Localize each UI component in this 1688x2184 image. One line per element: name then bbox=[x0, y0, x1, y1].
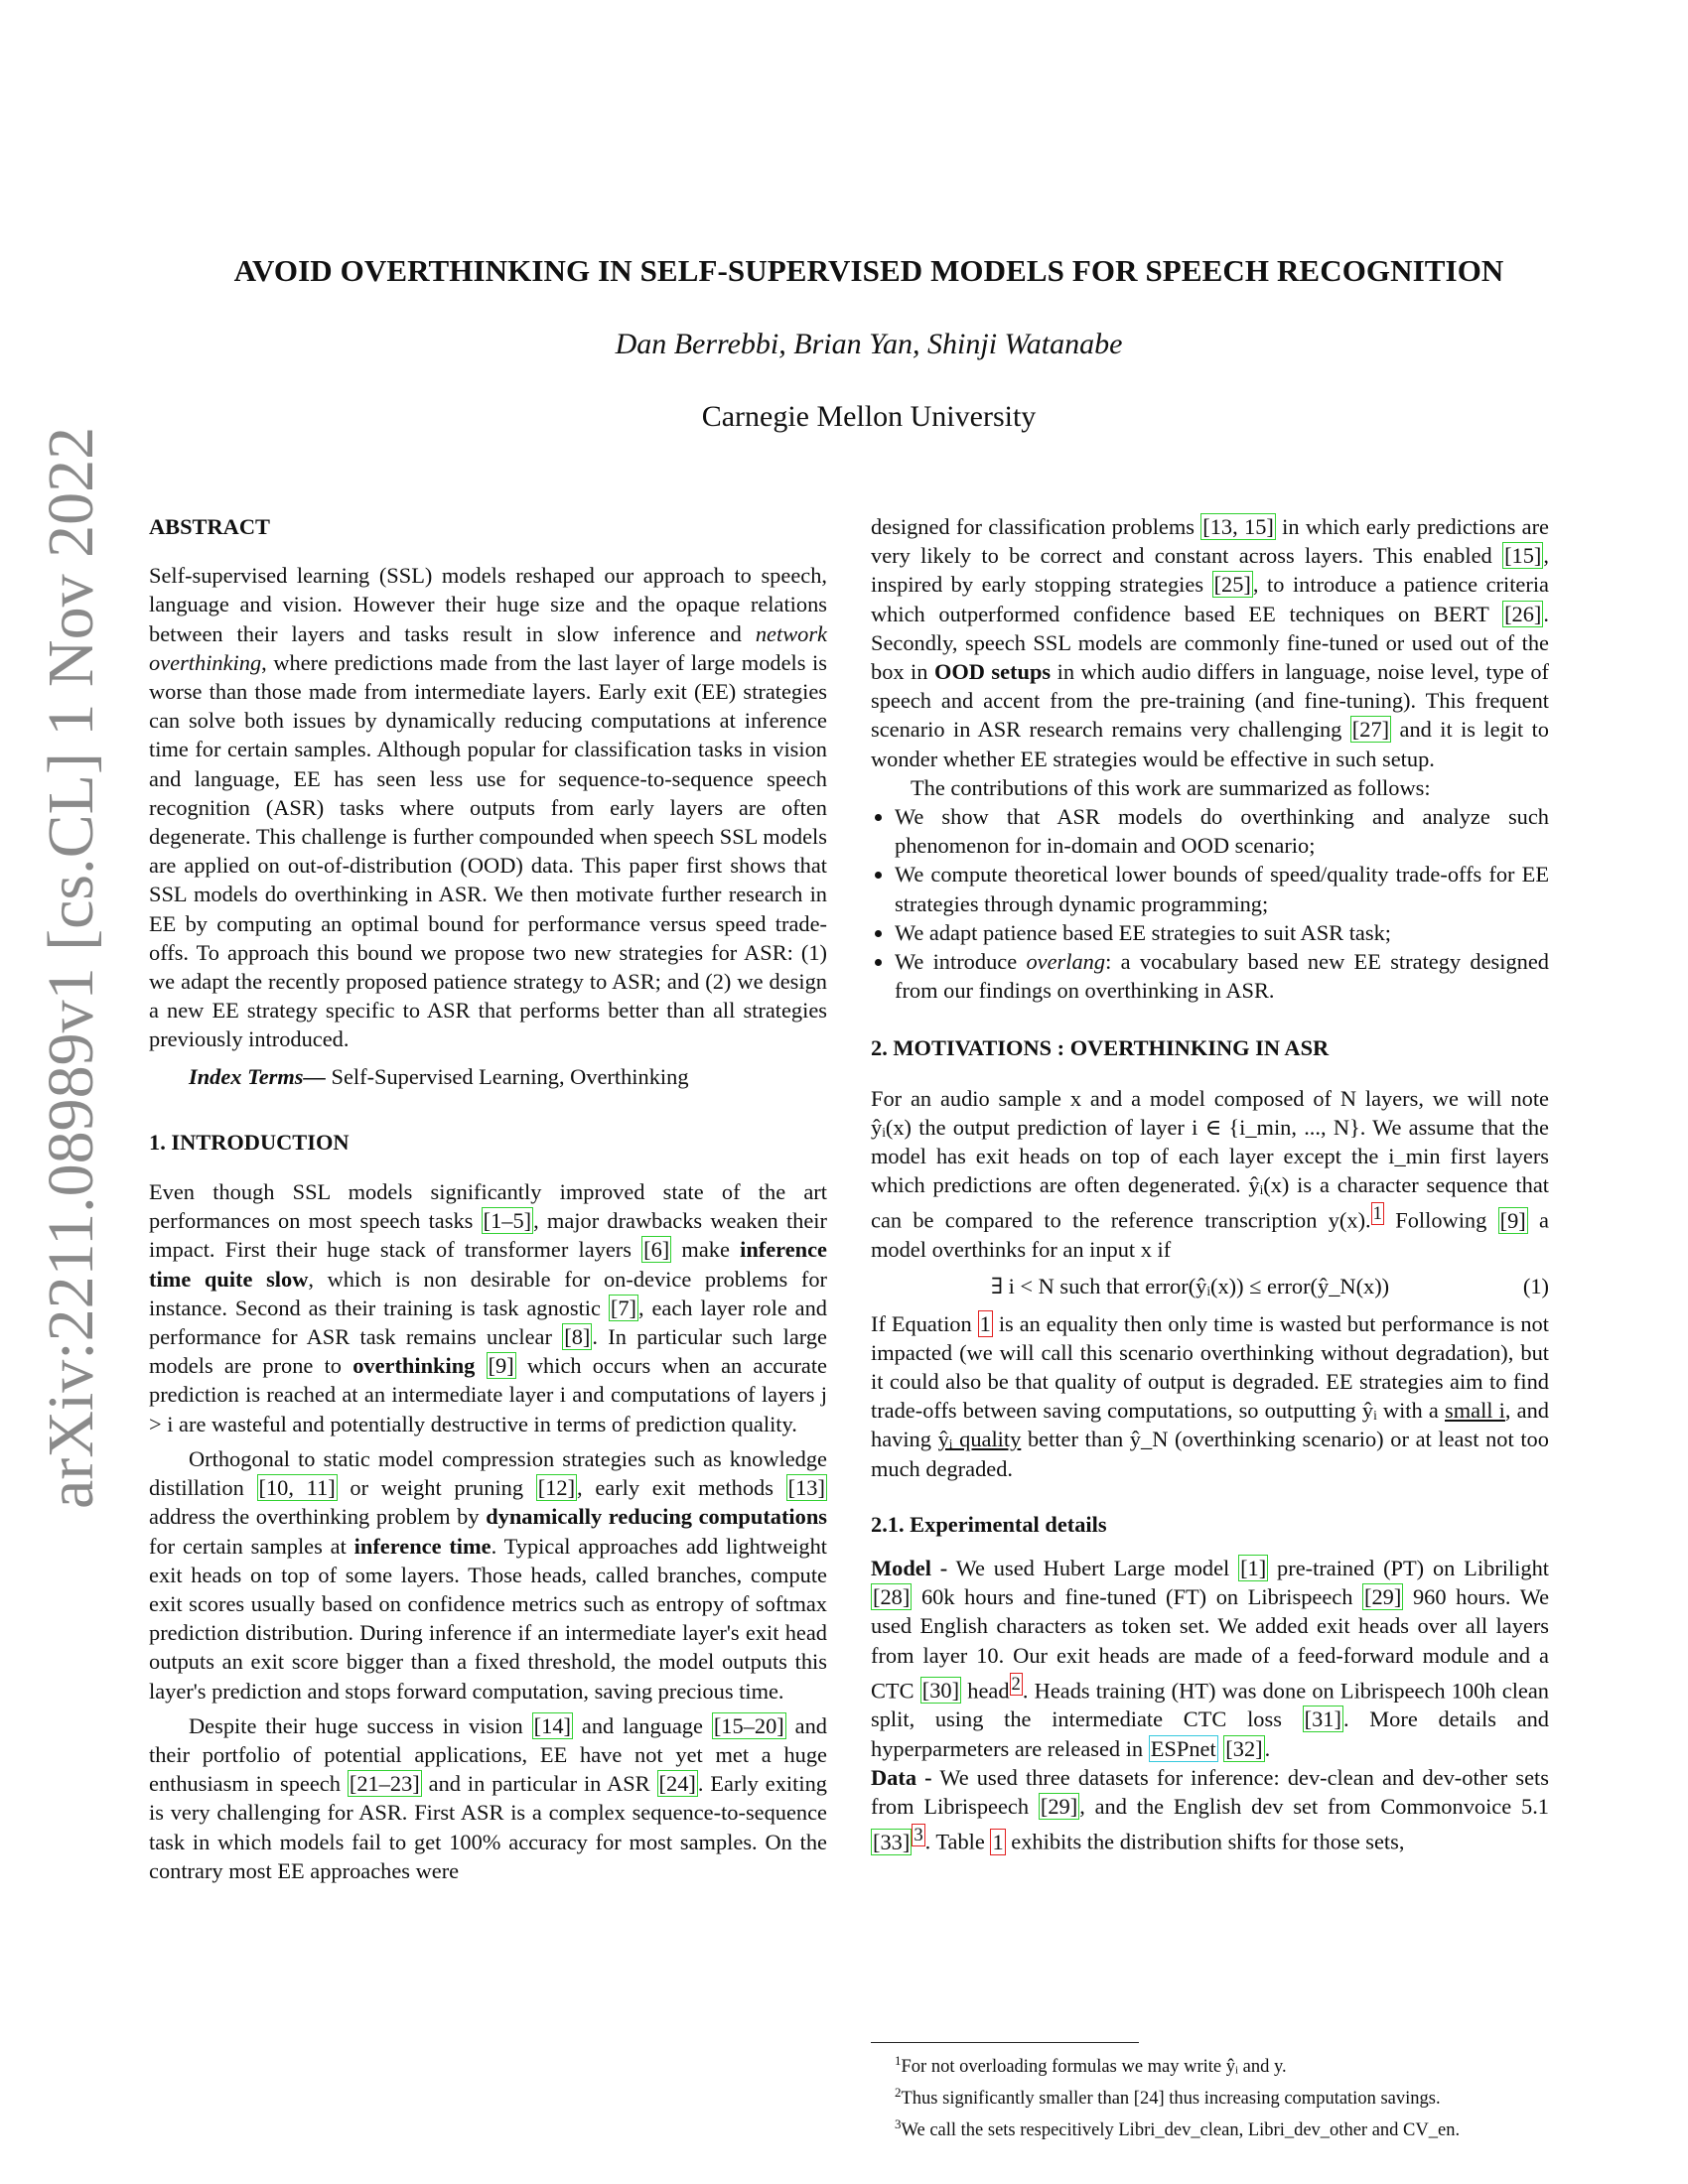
citation-link[interactable]: [27] bbox=[1351, 717, 1390, 743]
citation-link[interactable]: [7] bbox=[610, 1295, 636, 1320]
citation-link[interactable]: [12] bbox=[537, 1475, 576, 1501]
citation-link[interactable]: [25] bbox=[1213, 572, 1251, 598]
data-paragraph: Data - We used three datasets for inference: dev-clean and dev-other sets from Librispeech [29], and the English dev set from Commonvoice 5.1 [33] $^3$. Table 1 exhibits the distribution shifts for those sets, bbox=[871, 1764, 1549, 1854]
footnotes bbox=[871, 2048, 1549, 2143]
arxiv-stamp: arXiv:2211.08989v1 [cs.CL] 1 Nov 2022 bbox=[35, 426, 107, 1509]
citation-link[interactable]: [21–23] bbox=[349, 1771, 420, 1797]
right-paragraph-1: designed for classification problems [13, 15] in which early predictions are very likely to be correct and constant across layers. This enabled [15], inspired by early stopping strategies [25], to introduce a patience criteria which outperformed confidence based EE techniques on BERT [26]. Secondly, speech SSL models are commonly fine-tuned or used out of the box in OOD setups in which audio differs in language, noise level, type of speech and accent from the pre-training (and fine-tuning). This frequent scenario in ASR research remains very challenging [27] and it is legit to wonder whether EE strategies would be effective in such setup. bbox=[871, 514, 1550, 771]
citation-link[interactable]: [1] bbox=[1240, 1555, 1267, 1580]
abstract-body: Self-supervised learning (SSL) models reshaped our approach to speech, language and vision. However their huge size and the opaque relations between their layers and tasks result in slow inference and network overthinking, where predictions made from the last layer of large models is worse than those made from intermediate layers. Early exit (EE) strategies can solve both issues by dynamically reducing computations at inference time for certain samples. Although popular for classification tasks in vision and language, EE has seen less use for sequence-to-sequence speech recognition (ASR) tasks where outputs from early layers are often degenerate. This challenge is further compounded when speech SSL models are applied on out-of-distribution (OOD) data. This paper first shows that SSL models do overthinking in ASR. We then motivate further research in EE by computing an optimal bound for performance versus speed trade-offs. To approach this bound we propose two new strategies for ASR: (1) we adapt the recently proposed patience strategy to ASR; and (2) we design a new EE strategy specific to ASR that performs better than all strategies previously introduced. bbox=[149, 563, 827, 1052]
intro-paragraph-3: Despite their huge success in vision [14] and language [15–20] and their portfolio of potential applications, EE have not yet met a huge enthusiasm in speech [21–23] and in particular in ASR [24]. Early exiting is very challenging for ASR. First ASR is a complex sequence-to-sequence task in which models fail to get 100% accuracy for most samples. On the contrary most EE approaches were bbox=[149, 1712, 827, 1883]
citation-link[interactable]: [31] bbox=[1304, 1706, 1341, 1732]
citation-link[interactable]: [28] bbox=[873, 1584, 911, 1610]
authors: Dan Berrebbi, Brian Yan, Shinji Watanabe bbox=[615, 328, 1123, 360]
citation-link[interactable]: [8] bbox=[564, 1324, 591, 1350]
paper-title: AVOID OVERTHINKING IN SELF-SUPERVISED MODELS FOR SPEECH RECOGNITION bbox=[233, 253, 1504, 288]
citation-link[interactable]: [15–20] bbox=[713, 1712, 784, 1738]
citation-link[interactable]: [33] bbox=[873, 1829, 911, 1854]
equation-number: (1) bbox=[1522, 1274, 1549, 1299]
list-item: • We compute theoretical lower bounds of speed/quality trade-offs for EE strategies through dynamic programming; bbox=[895, 860, 1549, 917]
right-column bbox=[871, 512, 1549, 1856]
list-item: • We adapt patience based EE strategies to suit ASR task; bbox=[895, 918, 1549, 947]
citation-link[interactable]: [32] bbox=[1225, 1735, 1263, 1761]
list-item: • We introduce overlang: a vocabulary based new EE strategy designed from our findings on overthinking in ASR. bbox=[895, 947, 1549, 1005]
citation-link[interactable]: [26] bbox=[1504, 601, 1542, 626]
citation-link[interactable]: [9] bbox=[488, 1353, 514, 1379]
list-item: • We show that ASR models do overthinking and analyze such phenomenon for in-domain and OOD scenario; bbox=[895, 802, 1549, 860]
citation-link[interactable]: [29] bbox=[1040, 1794, 1078, 1820]
section2-paragraph-2: If Equation 1 is an equality then only time is wasted but performance is not impacted (we will call this scenario overthinking without degradation), but it could also be that quality of output is degraded. EE strategies aim to find trade-offs between saving computations, so outputting ŷᵢ with a small i, and having ŷᵢ quality better than ŷ_N (overthinking scenario) or at least not too much degraded. bbox=[871, 1310, 1549, 1481]
section2-paragraph-1: For an audio sample x and a model composed of N layers, we will note ŷᵢ(x) the output prediction of layer i ∈ {i_min, ..., N}. We assume that the model has exit heads on top of each layer except the i_min first layers which predictions are often degenerated. ŷᵢ(x) is a character sequence that can be compared to the reference transcription y(x). $^1$ Following [9] a model overthinks for an input x if bbox=[871, 1085, 1549, 1263]
intro-paragraph-1: Even though SSL models significantly improved state of the art performances on most speech tasks [1–5], major drawbacks weaken their impact. First their huge stack of transformer layers [6] make inference time quite slow, which is non desirable for on-device problems for instance. Second as their training is task agnostic [7], each layer role and performance for ASR task remains unclear [8]. In particular such large models are prone to overthinking [9] which occurs when an accurate prediction is reached at an intermediate layer i and computations of layers j > i are wasteful and potentially destructive in terms of prediction quality. bbox=[149, 1179, 827, 1436]
section2-heading: 2. MOTIVATIONS : OVERTHINKING IN ASR bbox=[871, 1035, 1330, 1061]
citation-link[interactable]: [24] bbox=[658, 1771, 696, 1797]
footnote: $^2$Thus significantly smaller than [24] thus increasing computation savings. bbox=[895, 2085, 1441, 2110]
intro-heading: 1. INTRODUCTION bbox=[149, 1129, 350, 1155]
affiliation: Carnegie Mellon University bbox=[701, 400, 1037, 433]
equation-1 bbox=[871, 1264, 1549, 1308]
footnote-link[interactable]: 1 bbox=[1372, 1203, 1382, 1225]
footnote-rule bbox=[871, 2042, 1139, 2043]
citation-link[interactable]: [1–5] bbox=[483, 1208, 532, 1234]
footnote: $^3$We call the sets respecitively Libri_dev_clean, Libri_dev_other and CV_en. bbox=[895, 2116, 1461, 2141]
intro-paragraph-2: Orthogonal to static model compression strategies such as knowledge distillation [10, 11] or weight pruning [12], early exit methods [13] address the overthinking problem by dynamically reducing computations for certain samples at inference time. Typical approaches add lightweight exit heads on top of some layers. Those heads, called branches, compute exit scores usually based on confidence metrics such as entropy of softmax prediction distribution. During inference if an intermediate layer's exit head outputs an exit score bigger than a fixed threshold, the model outputs this layer's prediction and stops forward computation, saving precious time. bbox=[149, 1445, 828, 1704]
equation-link[interactable]: 1 bbox=[979, 1310, 991, 1336]
table-link[interactable]: 1 bbox=[992, 1829, 1004, 1854]
index-terms: Index Terms— Self-Supervised Learning, Overthinking bbox=[189, 1063, 689, 1089]
citation-link[interactable]: [6] bbox=[643, 1237, 670, 1263]
citation-link[interactable]: [9] bbox=[1499, 1207, 1526, 1233]
citation-link[interactable]: [10, 11] bbox=[258, 1475, 336, 1501]
abstract-heading: ABSTRACT bbox=[149, 514, 270, 539]
citation-link[interactable]: [15] bbox=[1504, 543, 1542, 569]
contributions-intro: The contributions of this work are summarized as follows: bbox=[911, 774, 1431, 800]
citation-link[interactable]: [30] bbox=[921, 1678, 960, 1704]
citation-link[interactable]: [29] bbox=[1364, 1584, 1402, 1610]
footnote: $^1$For not overloading formulas we may write ŷᵢ and y. bbox=[895, 2053, 1287, 2078]
contributions-list bbox=[871, 802, 1549, 1005]
citation-link[interactable]: [13] bbox=[787, 1475, 825, 1501]
model-paragraph: Model - We used Hubert Large model [1] pre-trained (PT) on Librilight [28] 60k hours and fine-tuned (FT) on Librispeech [29] 960 hours. We used English characters as token set. We added exit heads over all layers from layer 10. Our exit heads are made of a feed-forward module and a CTC [30] head $^2$. Heads training (HT) was done on Librispeech 100h clean split, using the intermediate CTC loss [31]. More details and hyperparmeters are released in ESPnet [32]. bbox=[871, 1555, 1550, 1761]
equation-body: ∃ i < N such that error(ŷᵢ(x)) ≤ error(ŷ_N(x)) bbox=[990, 1274, 1390, 1299]
footnote-link[interactable]: 3 bbox=[914, 1825, 923, 1846]
espnet-link[interactable]: ESPnet bbox=[1150, 1735, 1216, 1761]
footnote-link[interactable]: 2 bbox=[1011, 1673, 1021, 1695]
subsection-2-1-heading: 2.1. Experimental details bbox=[871, 1511, 1107, 1537]
citation-link[interactable]: [13, 15] bbox=[1202, 514, 1274, 539]
citation-link[interactable]: [14] bbox=[533, 1712, 571, 1738]
left-column bbox=[149, 512, 827, 1885]
